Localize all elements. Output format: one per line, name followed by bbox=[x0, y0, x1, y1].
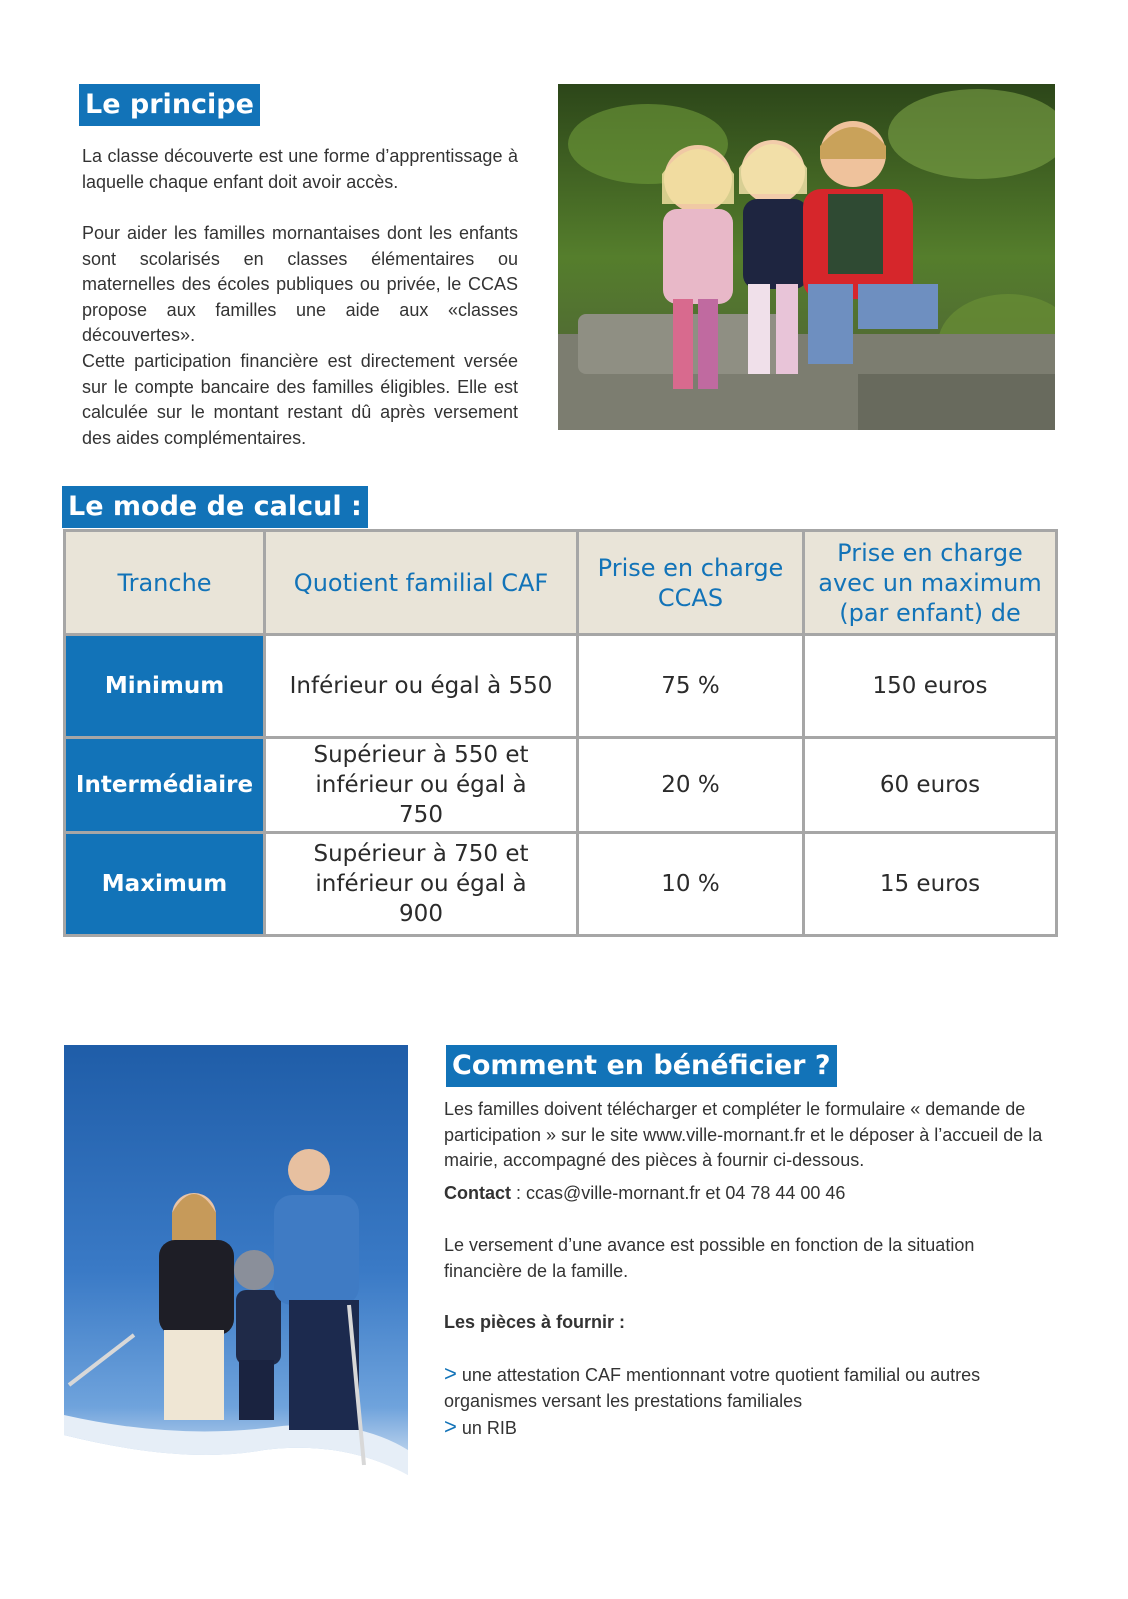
contact-text: : ccas@ville-mornant.fr et 04 78 44 00 46 bbox=[511, 1183, 846, 1203]
pieces-list bbox=[444, 1361, 1044, 1442]
beneficier-paragraph-2: Le versement d’une avance est possible en fonction de la situation financière de la famille. bbox=[444, 1235, 975, 1281]
header-maximum: Prise en charge avec un maximum (par enfant) de bbox=[804, 531, 1057, 635]
max-cell: 150 euros bbox=[804, 635, 1057, 738]
principe-paragraph-2: Pour aider les familles mornantaises dont les enfants sont scolarisés en classes élémentaires ou maternelles des écoles publiques ou privée, le CCAS propose aux familles une aide aux «classes découvertes». bbox=[82, 223, 518, 345]
beneficier-heading: Comment en bénéficier ? bbox=[446, 1045, 837, 1087]
list-item bbox=[444, 1414, 1044, 1442]
table-header-row bbox=[65, 531, 1057, 635]
header-prise: Prise en charge CCAS bbox=[578, 531, 804, 635]
tranche-cell: Minimum bbox=[65, 635, 265, 738]
list-item bbox=[444, 1361, 1044, 1414]
table-row bbox=[65, 833, 1057, 936]
table-row bbox=[65, 738, 1057, 833]
ski-family-photo bbox=[64, 1045, 408, 1548]
children-photo bbox=[558, 84, 1055, 430]
pieces-title: Les pièces à fournir : bbox=[444, 1312, 626, 1332]
principe-heading: Le principe bbox=[79, 84, 260, 126]
principe-paragraph-3: Cette participation financière est directement versée sur le compte bancaire des familles éligibles. Elle est calculée sur le montant restant dû après versement des aides complémentaires. bbox=[82, 351, 518, 448]
prise-cell: 10 % bbox=[578, 833, 804, 936]
calcul-heading: Le mode de calcul : bbox=[62, 486, 368, 528]
tranche-cell: Intermédiaire bbox=[65, 738, 265, 833]
contact-label: Contact bbox=[444, 1183, 511, 1203]
list-item-text: un RIB bbox=[461, 1418, 517, 1438]
prise-cell: 75 % bbox=[578, 635, 804, 738]
max-cell: 15 euros bbox=[804, 833, 1057, 936]
ski-family-illustration bbox=[64, 1045, 408, 1548]
max-cell: 60 euros bbox=[804, 738, 1057, 833]
header-tranche: Tranche bbox=[65, 531, 265, 635]
principe-paragraph-1: La classe découverte est une forme d’apprentissage à laquelle chaque enfant doit avoir accès. bbox=[82, 146, 518, 192]
quotient-cell: Supérieur à 550 et inférieur ou égal à 750 bbox=[265, 738, 578, 833]
calcul-table bbox=[63, 529, 1058, 937]
header-quotient: Quotient familial CAF bbox=[265, 531, 578, 635]
contact-line bbox=[444, 1181, 1056, 1207]
tranche-cell: Maximum bbox=[65, 833, 265, 936]
quotient-cell: Inférieur ou égal à 550 bbox=[265, 635, 578, 738]
chevron-right-icon: > bbox=[444, 1414, 457, 1439]
prise-cell: 20 % bbox=[578, 738, 804, 833]
children-photo-illustration bbox=[558, 84, 1055, 430]
list-item-text: une attestation CAF mentionnant votre quotient familial ou autres organismes versant les prestations familiales bbox=[444, 1365, 981, 1411]
quotient-cell: Supérieur à 750 et inférieur ou égal à 900 bbox=[265, 833, 578, 936]
chevron-right-icon: > bbox=[444, 1361, 457, 1386]
beneficier-paragraph-1: Les familles doivent télécharger et compléter le formulaire « demande de participation » sur le site www.ville-mornant.fr et le déposer à l’accueil de la mairie, accompagné des pièces à fournir ci-dessous. bbox=[444, 1099, 1043, 1170]
table-row bbox=[65, 635, 1057, 738]
